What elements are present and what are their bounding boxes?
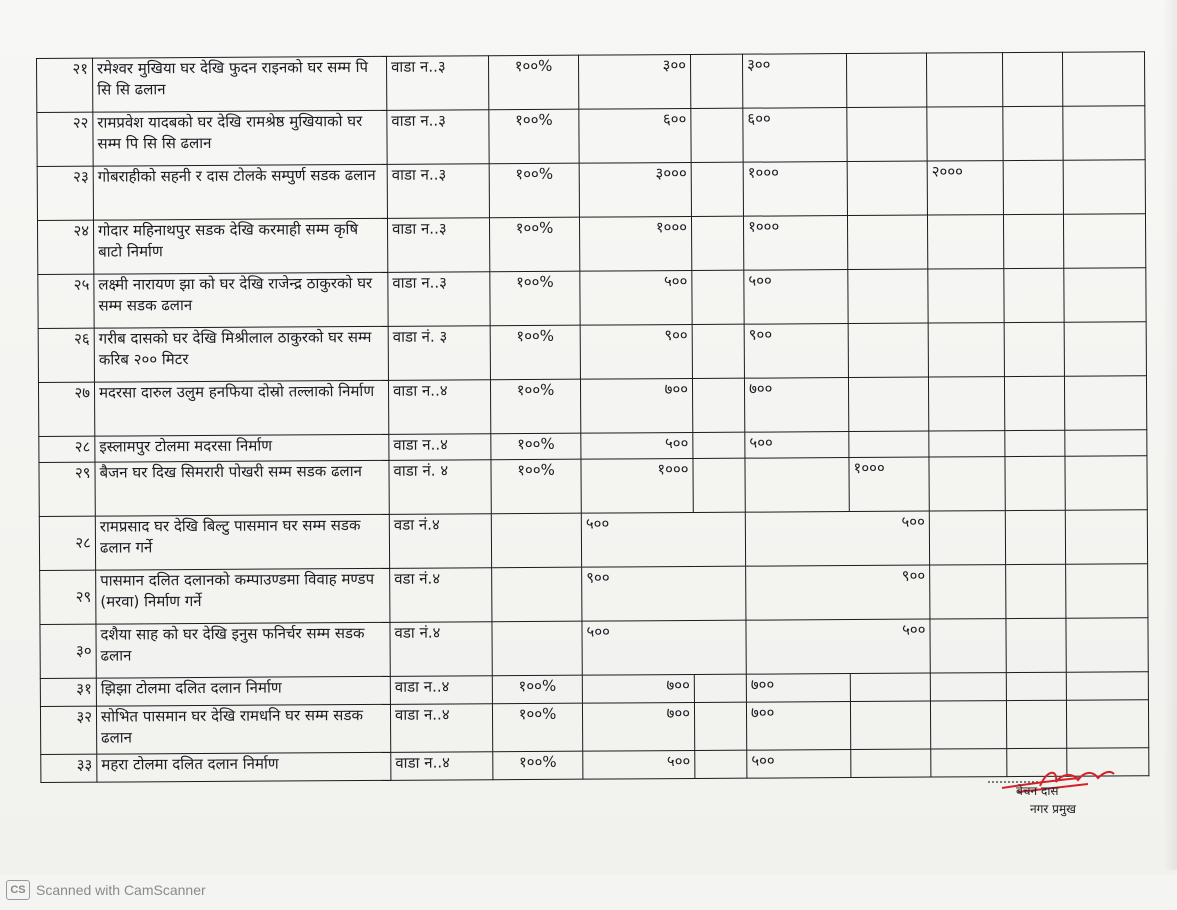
empty-cell	[1063, 214, 1145, 268]
completion-percent: १००%	[491, 433, 581, 460]
extra-amount	[928, 377, 1004, 431]
project-description: रामप्रवेश यादबको घर देखि रामश्रेष्ठ मुखियाको घर सम्म पि सि सि ढलान	[93, 110, 387, 166]
ledger-body	[37, 52, 1149, 783]
completion-percent: १००%	[493, 751, 583, 780]
empty-cell	[690, 54, 742, 108]
completion-percent: १००%	[490, 379, 580, 434]
table-row	[40, 700, 1148, 755]
project-description: गोबराहीको सहनी र दास टोलके सम्पुर्ण सडक ढलान	[93, 164, 387, 220]
other-amount	[848, 323, 928, 377]
project-description: बैजन घर दिख सिमरारी पोखरी सम्म सडक ढलान	[95, 460, 389, 516]
empty-cell	[692, 324, 744, 378]
budget-amount: ७००	[582, 674, 694, 703]
other-amount	[847, 107, 927, 161]
ward-number: वाडा नं. ३	[388, 326, 490, 381]
project-description: दशैया साह को घर देखि इनुस फनिर्चर सम्म सडक ढलान	[96, 622, 390, 678]
table-row	[38, 268, 1146, 329]
extra-amount	[927, 107, 1003, 161]
allocated-amount: ९००	[746, 565, 930, 620]
serial-number: २१	[37, 58, 93, 112]
ward-number: वाडा न..४	[389, 434, 491, 461]
budget-amount: ७००	[580, 378, 692, 433]
project-description: रामप्रसाद घर देखि बिल्टु पासमान घर सम्म सडक ढलान गर्ने	[95, 514, 389, 570]
empty-cell	[1065, 430, 1147, 457]
completion-percent: १००%	[488, 55, 578, 110]
completion-percent: १००%	[490, 325, 580, 380]
serial-number: २४	[37, 220, 93, 274]
empty-cell	[694, 702, 746, 750]
budget-amount: ३००	[578, 55, 690, 110]
empty-cell	[930, 565, 1006, 619]
empty-cell	[1004, 268, 1064, 322]
allocated-amount: ५००	[745, 432, 849, 459]
empty-cell	[1066, 618, 1148, 672]
empty-cell	[1065, 456, 1147, 510]
project-description: सोभित पासमान घर देखि रामधनि घर सम्म सडक ढलान	[96, 704, 390, 754]
ward-number: वाडा न..४	[390, 676, 492, 705]
ward-number: वाडा न..३	[387, 164, 489, 219]
project-description: मदरसा दारुल उलुम हनफिया दोस्रो तल्लाको निर्माण	[94, 380, 388, 436]
project-description: इस्लामपुर टोलमा मदरसा निर्माण	[95, 434, 389, 462]
empty-cell	[1066, 672, 1148, 701]
budget-amount: ९००	[582, 566, 746, 621]
table-row	[38, 376, 1146, 437]
camscanner-logo-icon: CS	[6, 880, 30, 900]
empty-cell	[691, 216, 743, 270]
other-amount	[847, 161, 927, 215]
budget-amount: ५००	[580, 270, 692, 325]
extra-amount	[926, 53, 1002, 107]
ward-number: वाडा नं. ४	[389, 460, 491, 515]
empty-cell	[1003, 106, 1063, 160]
table-row	[37, 52, 1145, 113]
project-description: झिझा टोलमा दलित दलान निर्माण	[96, 676, 390, 706]
ward-number: वाडा न..३	[386, 56, 488, 111]
scanner-watermark-text: Scanned with CamScanner	[36, 882, 206, 898]
empty-cell	[1005, 456, 1065, 510]
project-description: गरीब दासको घर देखि मिश्रीलाल ठाकुरको घर सम्म करिब २०० मिटर	[94, 326, 388, 382]
allocated-amount: ६००	[743, 108, 847, 163]
empty-cell	[1004, 376, 1064, 430]
serial-number: ३१	[40, 678, 96, 706]
empty-cell	[1063, 160, 1145, 214]
ward-number: वाडा न..४	[391, 752, 493, 781]
completion-percent: १००%	[489, 163, 579, 218]
serial-number: २९	[39, 462, 95, 516]
ward-number: वाडा न..४	[390, 704, 492, 753]
allocated-amount	[745, 458, 849, 513]
extra-amount	[929, 431, 1005, 457]
table-row	[40, 564, 1148, 625]
table-row	[37, 106, 1145, 167]
budget-amount: १०००	[579, 216, 691, 271]
empty-cell	[1066, 700, 1148, 749]
serial-number: २९	[40, 570, 96, 624]
allocated-amount: ५००	[744, 270, 848, 325]
signatory-title: नगर प्रमुख	[1030, 802, 1076, 816]
completion-percent	[492, 621, 582, 676]
empty-cell	[930, 701, 1006, 749]
budget-amount: ९००	[580, 324, 692, 379]
empty-cell	[930, 619, 1006, 673]
completion-percent	[492, 567, 582, 622]
table-row	[39, 510, 1147, 571]
other-amount	[848, 269, 928, 323]
table-row	[37, 214, 1145, 275]
page-edge-shadow	[1163, 0, 1177, 870]
empty-cell	[1064, 376, 1146, 430]
allocated-amount: १०००	[743, 216, 847, 271]
empty-cell	[851, 749, 931, 777]
table-row	[37, 160, 1145, 221]
table-row	[40, 618, 1148, 679]
empty-cell	[1004, 322, 1064, 376]
empty-cell	[694, 674, 746, 702]
completion-percent: १००%	[490, 271, 580, 326]
budget-amount: ५००	[581, 512, 745, 567]
empty-cell	[1062, 52, 1144, 106]
allocated-amount: ७००	[746, 674, 850, 703]
extra-amount	[927, 215, 1003, 269]
completion-percent	[491, 513, 581, 568]
ward-number: वाडा न..४	[388, 380, 490, 435]
other-amount	[848, 377, 928, 431]
serial-number: २७	[38, 382, 94, 436]
serial-number: २६	[38, 328, 94, 382]
ward-number: वाडा न..३	[387, 110, 489, 165]
empty-cell	[693, 458, 745, 512]
allocated-amount: ९००	[744, 324, 848, 379]
empty-cell	[1066, 564, 1148, 618]
budget-amount: १०००	[581, 458, 693, 513]
extra-amount	[929, 457, 1005, 511]
empty-cell	[692, 270, 744, 324]
serial-number: २५	[38, 274, 94, 328]
serial-number: २८	[39, 516, 95, 570]
project-description: पासमान दलित दलानको कम्पाउण्डमा विवाह मण्डप (मरवा) निर्माण गर्ने	[96, 568, 390, 624]
completion-percent: १००%	[489, 217, 579, 272]
empty-cell	[1005, 430, 1065, 456]
project-description: लक्ष्मी नारायण झा को घर देखि राजेन्द्र ठाकुरको घर सम्म सडक ढलान	[94, 272, 388, 328]
ward-number: वडा नं.४	[389, 514, 491, 569]
serial-number: २३	[37, 166, 93, 220]
ward-number: वाडा न..३	[388, 272, 490, 327]
empty-cell	[692, 378, 744, 432]
empty-cell	[850, 673, 930, 701]
ward-number: वाडा न..३	[387, 218, 489, 273]
budget-amount: ३०००	[579, 162, 691, 217]
allocated-amount: ३००	[742, 54, 846, 109]
ward-number: वडा नं.४	[390, 568, 492, 623]
serial-number: २८	[39, 436, 95, 462]
empty-cell	[691, 162, 743, 216]
extra-amount	[928, 269, 1004, 323]
other-amount	[846, 53, 926, 107]
completion-percent: १००%	[489, 109, 579, 164]
allocated-amount: ७००	[744, 378, 848, 433]
serial-number: ३२	[40, 706, 96, 754]
signatory-name: बेचन दास	[1016, 784, 1059, 798]
project-ledger-table	[36, 51, 1149, 783]
allocated-amount: ५००	[747, 750, 851, 779]
project-description: महरा टोलमा दलित दलान निर्माण	[97, 752, 391, 782]
extra-amount: २०००	[927, 161, 1003, 215]
allocated-amount: १०००	[743, 162, 847, 217]
table-row	[41, 748, 1149, 783]
other-amount	[847, 215, 927, 269]
budget-amount: ५००	[582, 620, 746, 675]
empty-cell	[1064, 268, 1146, 322]
empty-cell	[1006, 564, 1066, 618]
serial-number: ३०	[40, 624, 96, 678]
allocated-amount: ५००	[746, 619, 930, 674]
empty-cell	[1064, 322, 1146, 376]
empty-cell	[693, 432, 745, 458]
project-description: रमेश्वर मुखिया घर देखि फुदन राइनको घर सम्म पि सि सि ढलान	[93, 56, 387, 112]
empty-cell	[850, 701, 930, 749]
serial-number: २२	[37, 112, 93, 166]
scanner-footer	[6, 880, 206, 900]
ward-number: वडा नं.४	[390, 622, 492, 677]
empty-cell	[1002, 52, 1062, 106]
empty-cell	[1065, 510, 1147, 564]
empty-cell	[1063, 106, 1145, 160]
empty-cell	[691, 108, 743, 162]
completion-percent: १००%	[492, 703, 582, 752]
other-amount	[849, 431, 929, 457]
empty-cell	[1006, 672, 1066, 700]
empty-cell	[695, 750, 747, 778]
empty-cell	[1006, 618, 1066, 672]
allocated-amount: ५००	[745, 511, 929, 566]
completion-percent: १००%	[492, 675, 582, 704]
other-amount: १०००	[849, 457, 929, 511]
empty-cell	[930, 673, 1006, 701]
budget-amount: ५००	[581, 432, 693, 459]
budget-amount: ६००	[579, 109, 691, 164]
serial-number: ३३	[41, 754, 97, 782]
budget-amount: ५००	[583, 750, 695, 779]
project-description: गोदार महिनाथपुर सडक देखि करमाही सम्म कृषि बाटो निर्माण	[93, 218, 387, 274]
table-row	[38, 322, 1146, 383]
empty-cell	[1003, 160, 1063, 214]
empty-cell	[1006, 700, 1066, 748]
empty-cell	[929, 511, 1005, 565]
empty-cell	[1003, 214, 1063, 268]
budget-amount: ७००	[582, 702, 694, 751]
completion-percent: १००%	[491, 459, 581, 514]
allocated-amount: ७००	[746, 702, 850, 751]
extra-amount	[928, 323, 1004, 377]
empty-cell	[1005, 510, 1065, 564]
table-row	[39, 456, 1147, 517]
